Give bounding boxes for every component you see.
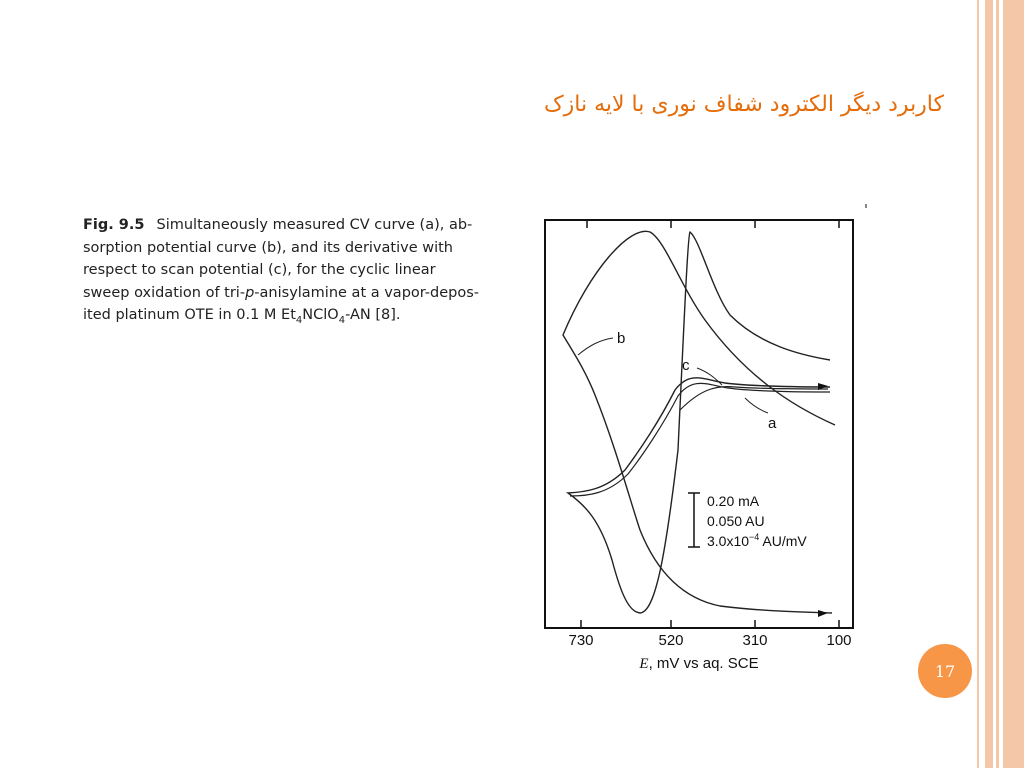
arrow-head-lower xyxy=(818,610,828,617)
caption-line-5: ited platinum OTE in 0.1 M $Et_4NClO_4-AN$ [8]. xyxy=(83,307,401,326)
leader-a xyxy=(745,398,768,413)
top-ticks xyxy=(587,220,839,228)
leader-b xyxy=(578,338,613,355)
x-tick-label: 310 xyxy=(742,632,768,649)
scale-line-3: $3.0x10^{-4}$ AU/mV xyxy=(707,532,807,549)
cv-figure xyxy=(530,200,870,680)
scale-bar xyxy=(688,493,700,547)
right-border-stripe-3 xyxy=(996,0,999,768)
curve-b xyxy=(563,231,835,613)
curve-label-a: a xyxy=(768,415,777,432)
curve-label-c: c xyxy=(682,357,690,374)
curve-label-b: b xyxy=(617,330,626,347)
x-tick-label: 100 xyxy=(826,632,852,649)
curve-a-return xyxy=(570,383,830,496)
page-number-badge: 17 xyxy=(918,644,972,698)
curve-a xyxy=(568,232,830,613)
caption-line-3: respect to scan potential (c), for the cyclic linear xyxy=(83,262,436,278)
figure-caption xyxy=(83,214,515,332)
x-axis-label: E, mV vs aq. SCE xyxy=(639,655,759,672)
bottom-ticks xyxy=(581,620,839,628)
scale-line-2: 0.050 AU xyxy=(707,513,765,529)
caption-line-1: Fig. 9.5 Simultaneously measured CV curve (a), ab- xyxy=(83,217,473,233)
slide-title: کاربرد دیگر الکترود شفاف نوری با لایه نازک xyxy=(543,92,944,117)
right-border-stripe-2 xyxy=(985,0,993,768)
x-tick-label: 520 xyxy=(658,632,684,649)
scale-line-1: 0.20 mA xyxy=(707,493,760,509)
x-tick-label: 730 xyxy=(568,632,594,649)
figure-label: Fig. 9.5 xyxy=(83,217,145,233)
caption-line-2: sorption potential curve (b), and its derivative with xyxy=(83,239,453,256)
right-border-stripe-4 xyxy=(1003,0,1024,768)
leader-c xyxy=(697,368,722,385)
right-border-stripe-1 xyxy=(977,0,979,768)
caption-line-4: sweep oxidation of tri-p-anisylamine at a vapor-depos- xyxy=(83,284,480,301)
